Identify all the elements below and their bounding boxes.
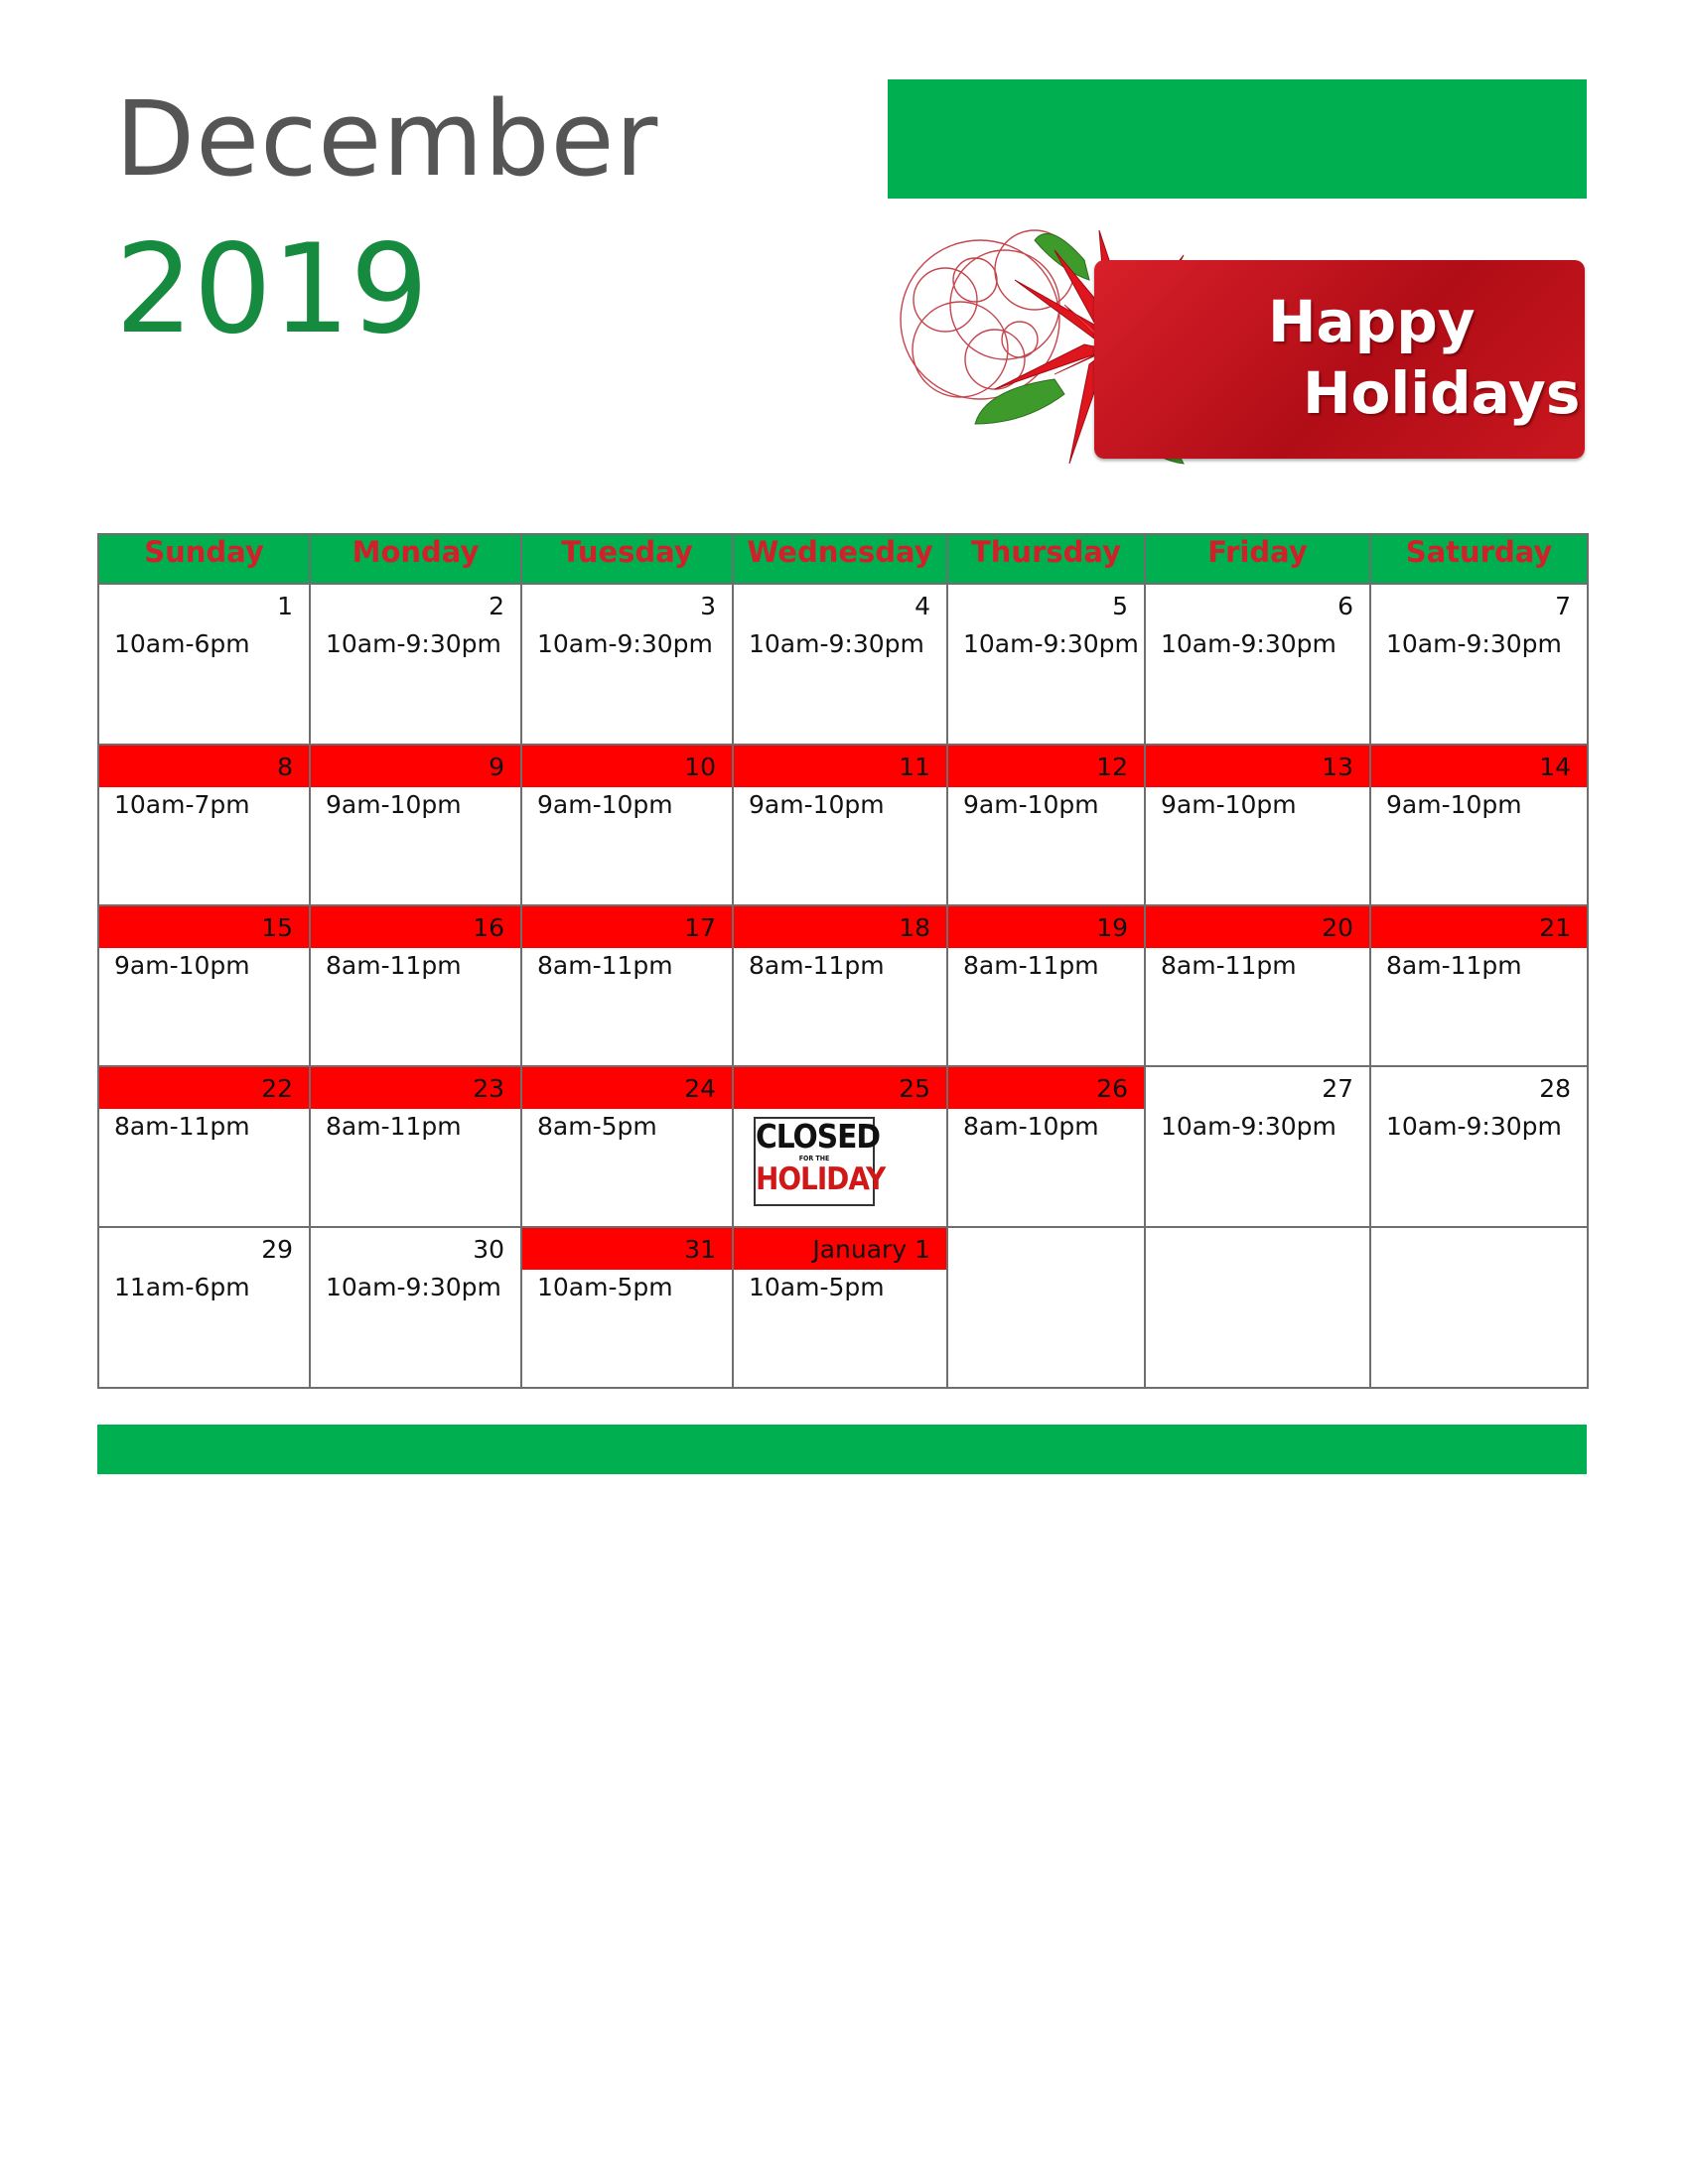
calendar-day-cell	[947, 905, 1145, 1066]
calendar-week-row	[98, 905, 1588, 1066]
happy-holidays-banner	[886, 210, 1591, 477]
closed-sign-line3: HOLIDAY	[756, 1161, 886, 1197]
day-number: 2	[489, 592, 504, 620]
calendar-day-cell	[98, 584, 310, 745]
store-hours: 9am-10pm	[326, 790, 462, 819]
store-hours: 11am-6pm	[114, 1273, 250, 1301]
day-number: 13	[1146, 746, 1369, 787]
day-number: January 1	[734, 1228, 946, 1270]
store-hours: 9am-10pm	[1161, 790, 1297, 819]
calendar-week-row	[98, 745, 1588, 905]
calendar-day-cell	[98, 745, 310, 905]
calendar-day-cell	[733, 745, 947, 905]
year-title: 2019	[115, 218, 429, 361]
top-green-bar	[888, 79, 1587, 199]
calendar-day-cell	[310, 745, 521, 905]
calendar-day-cell	[1370, 1227, 1588, 1388]
closed-sign-line2: FOR THE	[798, 1155, 830, 1162]
day-number: 1	[277, 592, 293, 620]
store-hours: 10am-9:30pm	[326, 629, 501, 658]
calendar-day-cell	[310, 584, 521, 745]
day-number: 7	[1555, 592, 1571, 620]
day-number: 11	[734, 746, 946, 787]
calendar-day-cell	[310, 1066, 521, 1227]
store-hours: 8am-5pm	[537, 1112, 657, 1141]
calendar-day-cell	[947, 1227, 1145, 1388]
day-number: 9	[311, 746, 520, 787]
day-number: 30	[473, 1235, 504, 1264]
day-number: 29	[261, 1235, 293, 1264]
calendar-day-cell	[1370, 745, 1588, 905]
store-hours: 9am-10pm	[1386, 790, 1522, 819]
store-hours: 10am-9:30pm	[537, 629, 713, 658]
closed-for-holiday-sign	[754, 1117, 886, 1206]
day-number: 16	[311, 906, 520, 948]
weekday-header-thursday: Thursday	[947, 534, 1145, 584]
store-hours: 10am-9:30pm	[1161, 1112, 1336, 1141]
calendar-day-cell	[521, 1066, 733, 1227]
day-number: 15	[99, 906, 309, 948]
day-number: 31	[522, 1228, 732, 1270]
calendar-day-cell	[310, 1227, 521, 1388]
weekday-header-friday: Friday	[1145, 534, 1370, 584]
calendar-day-cell	[733, 1227, 947, 1388]
store-hours: 9am-10pm	[114, 951, 250, 980]
calendar-week-row	[98, 584, 1588, 745]
store-hours: 9am-10pm	[963, 790, 1099, 819]
day-number: 18	[734, 906, 946, 948]
weekday-header-tuesday: Tuesday	[521, 534, 733, 584]
store-hours: 8am-11pm	[963, 951, 1099, 980]
day-number: 6	[1337, 592, 1353, 620]
calendar-day-cell	[1370, 905, 1588, 1066]
calendar-week-row	[98, 1066, 1588, 1227]
store-hours: 8am-11pm	[749, 951, 885, 980]
day-number: 27	[1322, 1074, 1353, 1103]
store-hours: 10am-6pm	[114, 629, 250, 658]
day-number: 20	[1146, 906, 1369, 948]
day-number: 19	[948, 906, 1144, 948]
store-hours: 8am-11pm	[114, 1112, 250, 1141]
day-number: 24	[522, 1067, 732, 1109]
weekday-header-wednesday: Wednesday	[733, 534, 947, 584]
banner-happy-text: Happy	[1268, 288, 1476, 355]
store-hours: 10am-9:30pm	[1161, 629, 1336, 658]
store-hours: 10am-9:30pm	[963, 629, 1139, 658]
day-number: 3	[700, 592, 716, 620]
day-number: 14	[1371, 746, 1587, 787]
day-number: 5	[1112, 592, 1128, 620]
store-hours: 10am-9:30pm	[1386, 629, 1562, 658]
calendar-day-cell	[1145, 1066, 1370, 1227]
calendar-day-cell	[733, 584, 947, 745]
store-hours: 10am-7pm	[114, 790, 250, 819]
day-number: 12	[948, 746, 1144, 787]
weekday-header-saturday: Saturday	[1370, 534, 1588, 584]
day-number: 8	[99, 746, 309, 787]
store-hours: 10am-9:30pm	[1386, 1112, 1562, 1141]
calendar-day-cell	[98, 905, 310, 1066]
calendar-day-cell	[98, 1066, 310, 1227]
month-title: December	[115, 78, 659, 200]
calendar-day-cell	[310, 905, 521, 1066]
calendar-day-cell	[98, 1227, 310, 1388]
day-number: 22	[99, 1067, 309, 1109]
store-hours: 10am-5pm	[749, 1273, 885, 1301]
day-number: 17	[522, 906, 732, 948]
store-hours: 8am-11pm	[326, 951, 462, 980]
calendar-day-cell	[947, 584, 1145, 745]
calendar-day-cell	[1145, 745, 1370, 905]
store-hours: 10am-9:30pm	[326, 1273, 501, 1301]
weekday-header-row	[98, 534, 1588, 584]
store-hours: 8am-11pm	[1386, 951, 1522, 980]
calendar-day-cell	[1370, 1066, 1588, 1227]
store-hours: 8am-11pm	[537, 951, 673, 980]
calendar-day-cell	[1145, 584, 1370, 745]
calendar-day-cell	[1145, 905, 1370, 1066]
calendar-day-cell	[521, 1227, 733, 1388]
calendar-day-cell	[521, 745, 733, 905]
store-hours: 8am-10pm	[963, 1112, 1099, 1141]
calendar-day-cell	[521, 584, 733, 745]
store-hours: 9am-10pm	[749, 790, 885, 819]
store-hours: 8am-11pm	[1161, 951, 1297, 980]
calendar-day-cell	[521, 905, 733, 1066]
store-hours: 10am-5pm	[537, 1273, 673, 1301]
day-number: 25	[734, 1067, 946, 1109]
store-hours: 8am-11pm	[326, 1112, 462, 1141]
calendar-grid	[97, 533, 1589, 1389]
day-number: 28	[1539, 1074, 1571, 1103]
day-number: 23	[311, 1067, 520, 1109]
day-number: 10	[522, 746, 732, 787]
calendar-week-row	[98, 1227, 1588, 1388]
closed-sign-line1: CLOSED	[756, 1117, 881, 1156]
weekday-header-monday: Monday	[310, 534, 521, 584]
calendar-day-cell	[733, 905, 947, 1066]
bottom-green-bar	[97, 1425, 1587, 1474]
day-number: 4	[914, 592, 930, 620]
calendar-day-cell	[1145, 1227, 1370, 1388]
calendar-day-cell	[733, 1066, 947, 1227]
calendar-day-cell	[1370, 584, 1588, 745]
banner-holidays-text: Holidays	[1303, 359, 1581, 427]
weekday-header-sunday: Sunday	[98, 534, 310, 584]
day-number: 21	[1371, 906, 1587, 948]
store-hours: 10am-9:30pm	[749, 629, 924, 658]
calendar-day-cell	[947, 1066, 1145, 1227]
calendar-day-cell	[947, 745, 1145, 905]
calendar-body	[98, 584, 1588, 1388]
store-hours: 9am-10pm	[537, 790, 673, 819]
day-number: 26	[948, 1067, 1144, 1109]
